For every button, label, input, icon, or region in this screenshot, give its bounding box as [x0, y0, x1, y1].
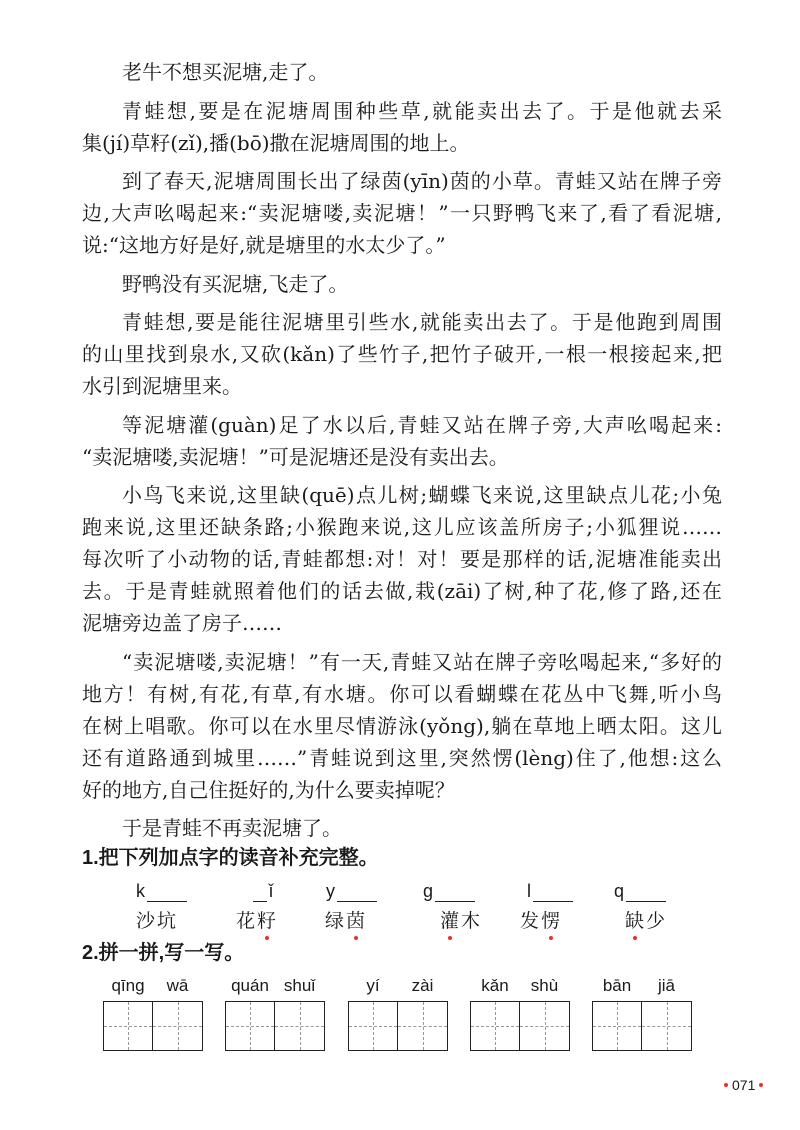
word-char: 发 — [520, 910, 540, 932]
passage-text — [82, 56, 722, 844]
writing-grid-group — [348, 976, 448, 1051]
answer-blank[interactable] — [533, 883, 573, 902]
paragraph-7 — [82, 479, 722, 639]
passage-line: 在树上唱歌。你可以在水里尽情游泳(yǒng),躺在草地上晒太阳。这儿 — [82, 713, 722, 738]
word-char: 花 — [236, 910, 256, 932]
passage-line: 集(jí)草籽(zǐ),播(bō)撒在泥塘周围的地上。 — [82, 130, 470, 155]
pinyin-syllable: bān — [602, 976, 632, 995]
passage-line: 到了春天,泥塘周围长出了绿茵(yīn)茵的小草。青蛙又站在牌子旁 — [122, 169, 722, 193]
word-lv-yin — [325, 909, 367, 933]
passage-line: “卖泥塘喽,卖泥塘！”可是泥塘还是没有卖出去。 — [82, 444, 509, 469]
passage-line: 老牛不想买泥塘,走了。 — [122, 60, 329, 84]
writing-cell[interactable] — [226, 976, 275, 1050]
writing-cell[interactable] — [398, 976, 447, 1050]
passage-line: 边,大声吆喝起来:“卖泥塘喽,卖泥塘！”一只野鸭飞来了,看了看泥塘, — [82, 201, 722, 225]
page-number — [724, 1076, 763, 1094]
passage-line: 青蛙想,要是能往泥塘里引些水,就能卖出去了。于是他跑到周围 — [122, 310, 722, 334]
pinyin-syllable: wā — [166, 976, 189, 995]
word-char: 沙 — [136, 910, 156, 932]
passage-line: 水引到泥塘里来。 — [82, 374, 242, 398]
writing-cell[interactable] — [275, 976, 324, 1050]
writing-grid-group — [225, 976, 325, 1051]
pinyin-initial: k — [136, 881, 145, 901]
word-char: 木 — [461, 910, 481, 932]
writing-cell[interactable] — [593, 976, 642, 1050]
word-char: 坑 — [157, 910, 177, 932]
writing-grid-group — [470, 976, 570, 1051]
pinyin-initial: g — [423, 881, 434, 901]
answer-blank[interactable] — [435, 883, 475, 902]
writing-grid-group — [103, 976, 203, 1051]
word-hua-zi — [236, 909, 278, 933]
pinyin-initial: y — [326, 881, 335, 901]
passage-line: 小鸟飞来说,这里缺(quē)点儿树;蝴蝶飞来说,这里缺点儿花;小兔 — [122, 483, 722, 507]
passage-line: “卖泥塘喽,卖泥塘！”有一天,青蛙又站在牌子旁吆喝起来,“多好的 — [122, 649, 722, 674]
pinyin-syllable: qīng — [111, 976, 145, 995]
paragraph-2 — [82, 95, 722, 159]
word-char: 少 — [646, 910, 666, 932]
pinyin-blank-item — [136, 880, 189, 902]
paragraph-5 — [82, 306, 722, 402]
passage-line: 青蛙想,要是在泥塘周围种些草,就能卖出去了。于是他就去采 — [122, 98, 722, 123]
word-sha-keng — [136, 909, 178, 933]
answer-blank[interactable] — [253, 883, 267, 902]
passage-line: 还有道路通到城里……”青蛙说到这里,突然愣(lèng)住了,他想:这么 — [82, 745, 722, 770]
paragraph-8 — [82, 646, 722, 806]
passage-line: 于是青蛙不再卖泥塘了。 — [122, 816, 342, 840]
word-char: 愣 — [541, 910, 561, 932]
passage-line: 的山里找到泉水,又砍(kǎn)了些竹子,把竹子破开,一根一根接起来,把 — [82, 342, 722, 366]
word-char: 灌 — [440, 910, 460, 932]
pinyin-blank-item — [423, 880, 477, 902]
writing-grid-group — [592, 976, 692, 1051]
word-char: 缺 — [625, 910, 645, 932]
answer-blank[interactable] — [337, 883, 377, 902]
passage-line: 野鸭没有买泥塘,飞走了。 — [122, 271, 349, 296]
writing-cell[interactable] — [520, 976, 569, 1050]
paragraph-6 — [82, 409, 722, 473]
passage-line: 等泥塘灌(guàn)足了水以后,青蛙又站在牌子旁,大声吆喝起来: — [122, 412, 722, 437]
pinyin-final: ǐ — [269, 881, 273, 901]
question-1-title: 1.把下列加点字的读音补充完整。 — [82, 847, 379, 869]
pinyin-initial: q — [614, 881, 625, 901]
question-2-title: 2.拼一拼,写一写。 — [82, 942, 245, 964]
paragraph-1 — [82, 56, 722, 88]
word-char: 籽 — [257, 910, 277, 932]
writing-cell[interactable] — [642, 976, 691, 1050]
pinyin-syllable: kǎn — [481, 976, 509, 995]
writing-cell[interactable] — [349, 976, 398, 1050]
word-guan-mu — [440, 909, 482, 933]
writing-cell[interactable] — [104, 976, 153, 1050]
writing-cell[interactable] — [471, 976, 520, 1050]
page-dot-left — [724, 1083, 728, 1087]
passage-line: 好的地方,自己住挺好的,为什么要卖掉呢？ — [82, 777, 455, 802]
pinyin-syllable: jiā — [657, 976, 675, 995]
word-que-shao — [625, 909, 667, 933]
word-fa-leng — [520, 909, 562, 933]
pinyin-syllable: shù — [530, 976, 559, 995]
answer-blank[interactable] — [147, 883, 187, 902]
paragraph-9 — [82, 812, 722, 844]
pinyin-blank-item — [326, 880, 379, 902]
pinyin-syllable: shuǐ — [283, 976, 316, 995]
pinyin-syllable: quán — [231, 976, 269, 995]
page-dot-right — [759, 1083, 763, 1087]
writing-cell[interactable] — [153, 976, 202, 1050]
pinyin-syllable: zài — [411, 976, 434, 995]
passage-line: 去。于是青蛙就照着他们的话去做,栽(zāi)了树,种了花,修了路,还在 — [82, 579, 722, 603]
passage-line: 跑来说,这里还缺条路;小猴跑来说,这儿应该盖所房子;小狐狸说…… — [82, 515, 722, 539]
pinyin-syllable: yí — [366, 976, 380, 995]
paragraph-4 — [82, 268, 722, 300]
word-char: 绿 — [325, 910, 345, 932]
pinyin-blank-item — [253, 880, 273, 902]
word-char: 茵 — [346, 910, 366, 932]
passage-line: 泥塘旁边盖了房子…… — [82, 611, 282, 635]
answer-blank[interactable] — [626, 883, 666, 902]
pinyin-blank-item — [527, 880, 575, 902]
paragraph-3 — [82, 165, 722, 261]
pinyin-blank-item — [614, 880, 668, 902]
passage-line: 地方！有树,有花,有草,有水塘。你可以看蝴蝶在花丛中飞舞,听小鸟 — [82, 681, 722, 706]
passage-line: 说:“这地方好是好,就是塘里的水太少了。” — [82, 233, 446, 257]
pinyin-initial: l — [527, 881, 531, 901]
passage-line: 每次听了小动物的话,青蛙都想:对！对！要是那样的话,泥塘准能卖出 — [82, 547, 722, 571]
page-number-text: 071 — [732, 1077, 756, 1093]
